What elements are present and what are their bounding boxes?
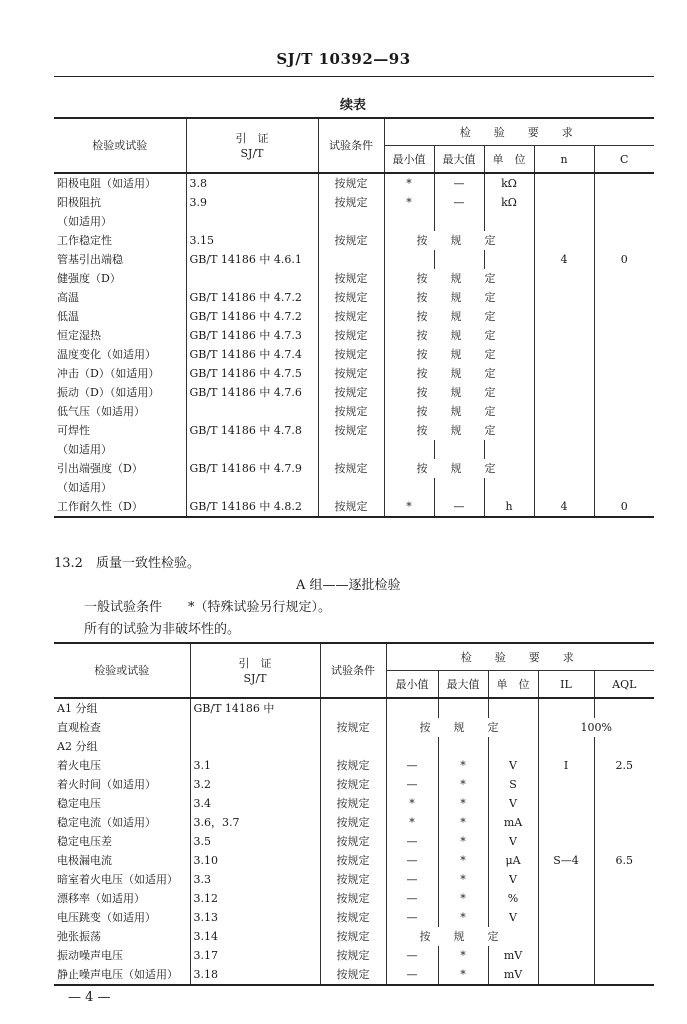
row-max: * [438, 870, 488, 889]
row-il-aql: 100% [538, 718, 654, 737]
row-ref: 3.1 [190, 756, 320, 775]
row-c [594, 440, 654, 459]
table-row [54, 889, 654, 908]
row-c [594, 288, 654, 307]
row-n [534, 421, 594, 440]
row-n [534, 440, 594, 459]
t1-head-max: 最大值 [434, 146, 484, 174]
row-cond: 按规定 [318, 307, 384, 326]
row-il [538, 775, 594, 794]
row-c: 0 [594, 497, 654, 517]
row-cond: 按规定 [320, 756, 386, 775]
row-unit [484, 250, 534, 269]
row-cond: 按规定 [318, 173, 384, 193]
t2-head-min: 最小值 [386, 671, 438, 699]
row-aql [594, 698, 654, 718]
row-il [538, 813, 594, 832]
row-aql [594, 908, 654, 927]
t1-head-item: 检验或试验 [54, 118, 186, 173]
row-il [538, 737, 594, 756]
row-item: 健强度（D） [54, 269, 186, 288]
row-requirement: 按 规 定 [384, 288, 534, 307]
row-ref: 3.12 [190, 889, 320, 908]
row-ref: GB/T 14186 中 4.7.6 [186, 383, 318, 402]
section-title: 13.2 质量一致性检验。 [54, 556, 200, 571]
row-cond: 按规定 [320, 832, 386, 851]
table-row [54, 965, 654, 985]
group-heading: A 组——逐批检验 [296, 578, 401, 593]
table1-caption: 续表 [340, 98, 367, 113]
row-min [386, 698, 438, 718]
row-n [534, 173, 594, 193]
row-item: 振动噪声电压 [54, 946, 190, 965]
row-min: — [386, 775, 438, 794]
row-unit [484, 212, 534, 231]
row-item: 漂移率（如适用） [54, 889, 190, 908]
row-c: 0 [594, 250, 654, 269]
row-aql [594, 927, 654, 946]
row-min: * [386, 794, 438, 813]
table-row [54, 383, 654, 402]
row-cond: 按规定 [320, 927, 386, 946]
t2-head-item: 检验或试验 [54, 643, 190, 698]
row-il [538, 927, 594, 946]
table-row [54, 946, 654, 965]
row-ref [186, 440, 318, 459]
row-item: 引出端强度（D） [54, 459, 186, 478]
row-n [534, 345, 594, 364]
nondestructive-note: 所有的试验为非破坏性的。 [84, 622, 241, 637]
row-unit: kΩ [484, 193, 534, 212]
table-row [54, 698, 654, 718]
row-cond: 按规定 [318, 269, 384, 288]
table-row [54, 775, 654, 794]
row-c [594, 212, 654, 231]
t1-head-unit: 单 位 [484, 146, 534, 174]
row-unit: h [484, 497, 534, 517]
row-max [438, 698, 488, 718]
row-n [534, 193, 594, 212]
row-item: 阳极阻抗 [54, 193, 186, 212]
row-ref: 3.17 [190, 946, 320, 965]
row-aql [594, 946, 654, 965]
row-item: 弛张振荡 [54, 927, 190, 946]
row-unit [488, 737, 538, 756]
table-row [54, 402, 654, 421]
row-unit: V [488, 908, 538, 927]
row-aql [594, 889, 654, 908]
row-max: * [438, 794, 488, 813]
row-min: — [386, 870, 438, 889]
row-min: — [386, 965, 438, 985]
table-row [54, 193, 654, 212]
row-il [538, 946, 594, 965]
row-unit [484, 440, 534, 459]
row-cond: 按规定 [320, 965, 386, 985]
row-cond [318, 212, 384, 231]
row-cond: 按规定 [320, 794, 386, 813]
row-min: * [384, 173, 434, 193]
row-ref: 3.10 [190, 851, 320, 870]
row-max: * [438, 832, 488, 851]
row-ref: GB/T 14186 中 4.6.1 [186, 250, 318, 269]
row-c [594, 459, 654, 478]
row-min [384, 478, 434, 497]
row-max: * [438, 908, 488, 927]
t2-head-il: IL [538, 671, 594, 699]
row-max: * [438, 965, 488, 985]
row-min: — [386, 889, 438, 908]
row-c [594, 326, 654, 345]
row-cond [318, 250, 384, 269]
table-row [54, 364, 654, 383]
row-item: 电压跳变（如适用） [54, 908, 190, 927]
row-min: — [386, 756, 438, 775]
t2-head-aql: AQL [594, 671, 654, 699]
row-cond: 按规定 [320, 946, 386, 965]
row-requirement: 按 规 定 [384, 383, 534, 402]
row-unit: V [488, 756, 538, 775]
row-min: — [386, 851, 438, 870]
row-min [386, 737, 438, 756]
row-item: （如适用） [54, 478, 186, 497]
row-item: 低温 [54, 307, 186, 326]
row-ref [186, 478, 318, 497]
row-item: 着火电压 [54, 756, 190, 775]
row-il [538, 889, 594, 908]
table-row [54, 497, 654, 517]
row-requirement: 按 规 定 [384, 345, 534, 364]
table-row [54, 269, 654, 288]
row-item: 温度变化（如适用） [54, 345, 186, 364]
table-row [54, 908, 654, 927]
row-c [594, 421, 654, 440]
row-n [534, 212, 594, 231]
row-item: 恒定湿热 [54, 326, 186, 345]
row-min: — [386, 946, 438, 965]
row-cond: 按规定 [320, 718, 386, 737]
row-cond: 按规定 [318, 497, 384, 517]
row-cond: 按规定 [320, 813, 386, 832]
row-min [384, 440, 434, 459]
table1 [54, 117, 654, 518]
row-max: — [434, 173, 484, 193]
row-cond: 按规定 [318, 402, 384, 421]
table-row [54, 813, 654, 832]
row-item: 直观检查 [54, 718, 190, 737]
row-item: 可焊性 [54, 421, 186, 440]
row-ref: GB/T 14186 中 4.7.9 [186, 459, 318, 478]
row-max: * [438, 946, 488, 965]
row-unit [488, 698, 538, 718]
row-ref: GB/T 14186 中 4.7.2 [186, 307, 318, 326]
row-unit: μA [488, 851, 538, 870]
t1-head-min: 最小值 [384, 146, 434, 174]
row-item: 工作耐久性（D） [54, 497, 186, 517]
row-item: A2 分组 [54, 737, 190, 756]
row-ref: 3.6，3.7 [190, 813, 320, 832]
table-row [54, 794, 654, 813]
row-item: 工作稳定性 [54, 231, 186, 250]
row-c [594, 345, 654, 364]
row-cond [320, 737, 386, 756]
row-unit: V [488, 794, 538, 813]
row-max [434, 212, 484, 231]
row-item: 稳定电压 [54, 794, 190, 813]
row-requirement: 按 规 定 [386, 927, 538, 946]
row-min: * [384, 193, 434, 212]
row-il [538, 832, 594, 851]
row-cond: 按规定 [318, 421, 384, 440]
row-ref: GB/T 14186 中 4.7.8 [186, 421, 318, 440]
row-cond: 按规定 [318, 326, 384, 345]
row-ref: 3.15 [186, 231, 318, 250]
table2 [54, 642, 654, 986]
table-row [54, 478, 654, 497]
row-ref [190, 737, 320, 756]
row-n [534, 383, 594, 402]
row-min: — [386, 908, 438, 927]
row-requirement: 按 规 定 [384, 231, 534, 250]
table-row [54, 459, 654, 478]
row-item: 管基引出端稳 [54, 250, 186, 269]
row-ref: GB/T 14186 中 4.8.2 [186, 497, 318, 517]
row-aql [594, 775, 654, 794]
row-ref: GB/T 14186 中 4.7.2 [186, 288, 318, 307]
row-requirement: 按 规 定 [384, 307, 534, 326]
row-c [594, 402, 654, 421]
row-ref: 3.9 [186, 193, 318, 212]
row-cond: 按规定 [318, 383, 384, 402]
header-rule [54, 76, 654, 77]
row-unit: % [488, 889, 538, 908]
table-row [54, 212, 654, 231]
row-item: 静止噪声电压（如适用） [54, 965, 190, 985]
row-cond [318, 478, 384, 497]
row-requirement: 按 规 定 [384, 402, 534, 421]
row-n [534, 459, 594, 478]
row-ref [186, 212, 318, 231]
row-aql [594, 737, 654, 756]
row-item: 稳定电压差 [54, 832, 190, 851]
row-item: 阳极电阻（如适用） [54, 173, 186, 193]
table-row [54, 440, 654, 459]
row-item: A1 分组 [54, 698, 190, 718]
row-n [534, 478, 594, 497]
table-row [54, 851, 654, 870]
row-item: 高温 [54, 288, 186, 307]
row-n: 4 [534, 250, 594, 269]
row-aql [594, 832, 654, 851]
row-ref: 3.3 [190, 870, 320, 889]
row-c [594, 364, 654, 383]
table-row [54, 307, 654, 326]
row-cond: 按规定 [320, 889, 386, 908]
row-n [534, 307, 594, 326]
row-max [438, 737, 488, 756]
row-min: * [386, 813, 438, 832]
row-c [594, 173, 654, 193]
row-requirement: 按 规 定 [384, 269, 534, 288]
t2-head-cond: 试验条件 [320, 643, 386, 698]
row-ref: GB/T 14186 中 4.7.5 [186, 364, 318, 383]
row-cond: 按规定 [320, 851, 386, 870]
row-c [594, 307, 654, 326]
row-cond: 按规定 [318, 345, 384, 364]
row-ref: 3.13 [190, 908, 320, 927]
row-n [534, 326, 594, 345]
row-il [538, 698, 594, 718]
t2-head-req: 检 验 要 求 [386, 643, 654, 671]
table-row [54, 421, 654, 440]
row-unit: mV [488, 965, 538, 985]
row-il: S—4 [538, 851, 594, 870]
table-row [54, 870, 654, 889]
row-item: 振动（D）（如适用） [54, 383, 186, 402]
row-aql [594, 813, 654, 832]
general-conditions: 一般试验条件 *（特殊试验另行规定）。 [84, 600, 332, 615]
row-aql: 6.5 [594, 851, 654, 870]
row-ref: GB/T 14186 中 [190, 698, 320, 718]
row-c [594, 383, 654, 402]
row-ref: 3.2 [190, 775, 320, 794]
row-max: * [438, 813, 488, 832]
table-row [54, 345, 654, 364]
row-ref: 3.18 [190, 965, 320, 985]
row-max: — [434, 497, 484, 517]
t1-head-n: n [534, 146, 594, 174]
row-unit: V [488, 832, 538, 851]
row-cond: 按规定 [318, 364, 384, 383]
row-cond: 按规定 [320, 775, 386, 794]
row-max: * [438, 756, 488, 775]
row-ref: 3.5 [190, 832, 320, 851]
row-requirement: 按 规 定 [386, 718, 538, 737]
row-unit: mV [488, 946, 538, 965]
row-cond [320, 698, 386, 718]
t1-head-req: 检 验 要 求 [384, 118, 654, 146]
row-max: * [438, 851, 488, 870]
row-item: 着火时间（如适用） [54, 775, 190, 794]
row-min [384, 250, 434, 269]
row-aql: 2.5 [594, 756, 654, 775]
row-n [534, 288, 594, 307]
t1-head-c: C [594, 146, 654, 174]
row-requirement: 按 规 定 [384, 326, 534, 345]
table-row [54, 718, 654, 737]
row-ref: 3.8 [186, 173, 318, 193]
row-ref: GB/T 14186 中 4.7.4 [186, 345, 318, 364]
row-item: 稳定电流（如适用） [54, 813, 190, 832]
row-ref [186, 402, 318, 421]
row-cond: 按规定 [320, 870, 386, 889]
t1-head-ref: 引 证 SJ/T [186, 118, 318, 173]
table-row [54, 832, 654, 851]
row-max [434, 478, 484, 497]
row-il: I [538, 756, 594, 775]
page-header: SJ/T 10392—93 [276, 50, 411, 68]
row-n [534, 364, 594, 383]
row-max [434, 440, 484, 459]
row-aql [594, 794, 654, 813]
t2-head-max: 最大值 [438, 671, 488, 699]
row-il [538, 908, 594, 927]
row-item: 低气压（如适用） [54, 402, 186, 421]
table-row [54, 173, 654, 193]
row-aql [594, 965, 654, 985]
row-n: 4 [534, 497, 594, 517]
row-item: 电极漏电流 [54, 851, 190, 870]
row-max [434, 250, 484, 269]
row-max: * [438, 775, 488, 794]
row-requirement: 按 规 定 [384, 459, 534, 478]
row-ref: 3.14 [190, 927, 320, 946]
row-aql [594, 870, 654, 889]
row-item: 冲击（D）（如适用） [54, 364, 186, 383]
row-n [534, 269, 594, 288]
page-number: — 4 — [68, 990, 111, 1005]
table-row [54, 250, 654, 269]
row-item: （如适用） [54, 212, 186, 231]
row-c [594, 231, 654, 250]
table-row [54, 326, 654, 345]
table-row [54, 756, 654, 775]
row-n [534, 402, 594, 421]
row-min: * [384, 497, 434, 517]
row-min: — [386, 832, 438, 851]
row-unit: kΩ [484, 173, 534, 193]
row-max: — [434, 193, 484, 212]
row-il [538, 794, 594, 813]
row-requirement: 按 规 定 [384, 364, 534, 383]
row-c [594, 193, 654, 212]
table-row [54, 288, 654, 307]
row-cond: 按规定 [318, 459, 384, 478]
row-unit [484, 478, 534, 497]
row-ref [190, 718, 320, 737]
row-max: * [438, 889, 488, 908]
row-il [538, 870, 594, 889]
row-cond: 按规定 [318, 193, 384, 212]
row-ref [186, 269, 318, 288]
row-item: 暗室着火电压（如适用） [54, 870, 190, 889]
row-requirement: 按 规 定 [384, 421, 534, 440]
row-c [594, 269, 654, 288]
row-n [534, 231, 594, 250]
row-cond: 按规定 [318, 231, 384, 250]
row-cond: 按规定 [318, 288, 384, 307]
t2-head-ref: 引 证 SJ/T [190, 643, 320, 698]
row-ref: GB/T 14186 中 4.7.3 [186, 326, 318, 345]
t2-head-unit: 单 位 [488, 671, 538, 699]
row-unit: mA [488, 813, 538, 832]
row-unit: V [488, 870, 538, 889]
row-unit: S [488, 775, 538, 794]
row-c [594, 478, 654, 497]
row-cond: 按规定 [320, 908, 386, 927]
row-il [538, 965, 594, 985]
row-ref: 3.4 [190, 794, 320, 813]
row-item: （如适用） [54, 440, 186, 459]
table-row [54, 737, 654, 756]
t1-head-cond: 试验条件 [318, 118, 384, 173]
row-cond [318, 440, 384, 459]
table-row [54, 927, 654, 946]
row-min [384, 212, 434, 231]
table-row [54, 231, 654, 250]
